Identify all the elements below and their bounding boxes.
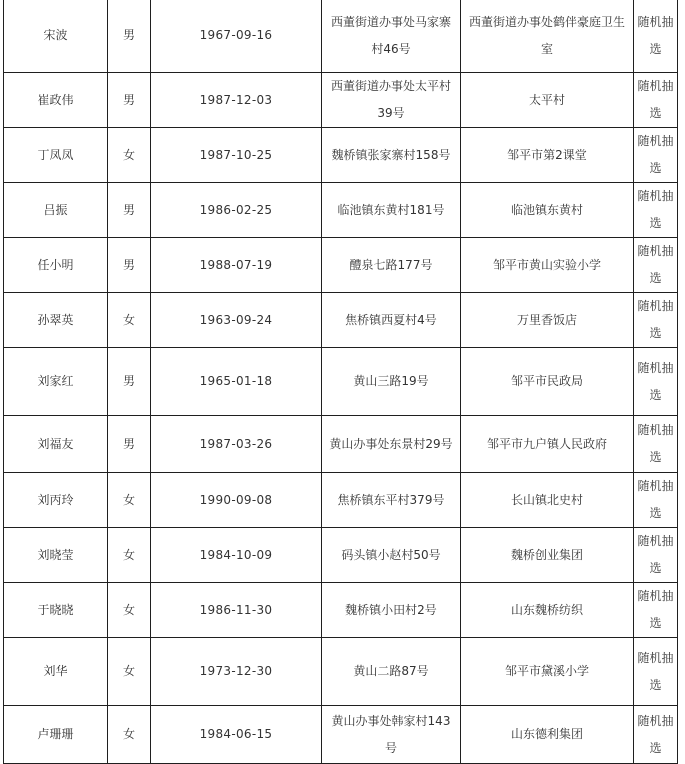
workplace-cell: 邹平市民政局 [461,348,634,416]
address-cell: 魏桥镇张家寨村158号 [322,128,461,183]
juror-table [3,0,678,764]
selection-method-cell: 随机抽选 [634,73,678,128]
address-cell: 黄山办事处东景村29号 [322,416,461,473]
selection-method-cell: 随机抽选 [634,583,678,638]
birth-date-cell: 1988-07-19 [151,238,322,293]
name-cell: 刘家红 [4,348,108,416]
name-cell: 宋波 [4,0,108,73]
workplace-cell: 山东魏桥纺织 [461,583,634,638]
birth-date-cell: 1963-09-24 [151,293,322,348]
table-row [4,73,678,128]
table-body [4,0,678,764]
birth-date-cell: 1987-10-25 [151,128,322,183]
birth-date-cell: 1986-02-25 [151,183,322,238]
address-cell: 醴泉七路177号 [322,238,461,293]
table-row [4,183,678,238]
name-cell: 刘晓莹 [4,528,108,583]
table-row [4,293,678,348]
name-cell: 吕振 [4,183,108,238]
selection-method-cell: 随机抽选 [634,293,678,348]
gender-cell: 男 [108,0,151,73]
workplace-cell: 山东德利集团 [461,706,634,764]
name-cell: 丁凤凤 [4,128,108,183]
birth-date-cell: 1984-10-09 [151,528,322,583]
name-cell: 孙翠英 [4,293,108,348]
address-cell: 码头镇小赵村50号 [322,528,461,583]
table-row [4,0,678,73]
gender-cell: 女 [108,128,151,183]
gender-cell: 男 [108,416,151,473]
address-cell: 黄山三路19号 [322,348,461,416]
selection-method-cell: 随机抽选 [634,238,678,293]
selection-method-cell: 随机抽选 [634,706,678,764]
birth-date-cell: 1984-06-15 [151,706,322,764]
table-row [4,706,678,764]
table-row [4,583,678,638]
gender-cell: 女 [108,706,151,764]
gender-cell: 女 [108,638,151,706]
name-cell: 任小明 [4,238,108,293]
workplace-cell: 西董街道办事处鹤伴豪庭卫生室 [461,0,634,73]
birth-date-cell: 1987-12-03 [151,73,322,128]
workplace-cell: 邹平市九户镇人民政府 [461,416,634,473]
birth-date-cell: 1990-09-08 [151,473,322,528]
selection-method-cell: 随机抽选 [634,473,678,528]
birth-date-cell: 1973-12-30 [151,638,322,706]
selection-method-cell: 随机抽选 [634,128,678,183]
name-cell: 崔政伟 [4,73,108,128]
workplace-cell: 太平村 [461,73,634,128]
gender-cell: 女 [108,473,151,528]
name-cell: 于晓晓 [4,583,108,638]
birth-date-cell: 1967-09-16 [151,0,322,73]
selection-method-cell: 随机抽选 [634,0,678,73]
birth-date-cell: 1986-11-30 [151,583,322,638]
address-cell: 黄山办事处韩家村143号 [322,706,461,764]
gender-cell: 女 [108,528,151,583]
workplace-cell: 邹平市黄山实验小学 [461,238,634,293]
selection-method-cell: 随机抽选 [634,183,678,238]
address-cell: 焦桥镇东平村379号 [322,473,461,528]
address-cell: 焦桥镇西夏村4号 [322,293,461,348]
gender-cell: 女 [108,583,151,638]
gender-cell: 男 [108,73,151,128]
gender-cell: 男 [108,183,151,238]
address-cell: 西董街道办事处马家寨村46号 [322,0,461,73]
table-row [4,416,678,473]
name-cell: 卢珊珊 [4,706,108,764]
birth-date-cell: 1965-01-18 [151,348,322,416]
table-row [4,528,678,583]
name-cell: 刘福友 [4,416,108,473]
selection-method-cell: 随机抽选 [634,416,678,473]
address-cell: 魏桥镇小田村2号 [322,583,461,638]
table-row [4,638,678,706]
table-row [4,238,678,293]
table-row [4,128,678,183]
selection-method-cell: 随机抽选 [634,638,678,706]
gender-cell: 男 [108,238,151,293]
selection-method-cell: 随机抽选 [634,348,678,416]
selection-method-cell: 随机抽选 [634,528,678,583]
birth-date-cell: 1987-03-26 [151,416,322,473]
workplace-cell: 邹平市黛溪小学 [461,638,634,706]
workplace-cell: 长山镇北史村 [461,473,634,528]
gender-cell: 男 [108,348,151,416]
address-cell: 临池镇东黄村181号 [322,183,461,238]
name-cell: 刘华 [4,638,108,706]
gender-cell: 女 [108,293,151,348]
workplace-cell: 临池镇东黄村 [461,183,634,238]
address-cell: 西董街道办事处太平村39号 [322,73,461,128]
name-cell: 刘丙玲 [4,473,108,528]
workplace-cell: 万里香饭店 [461,293,634,348]
workplace-cell: 魏桥创业集团 [461,528,634,583]
table-row [4,348,678,416]
address-cell: 黄山二路87号 [322,638,461,706]
workplace-cell: 邹平市第2课堂 [461,128,634,183]
table-row [4,473,678,528]
